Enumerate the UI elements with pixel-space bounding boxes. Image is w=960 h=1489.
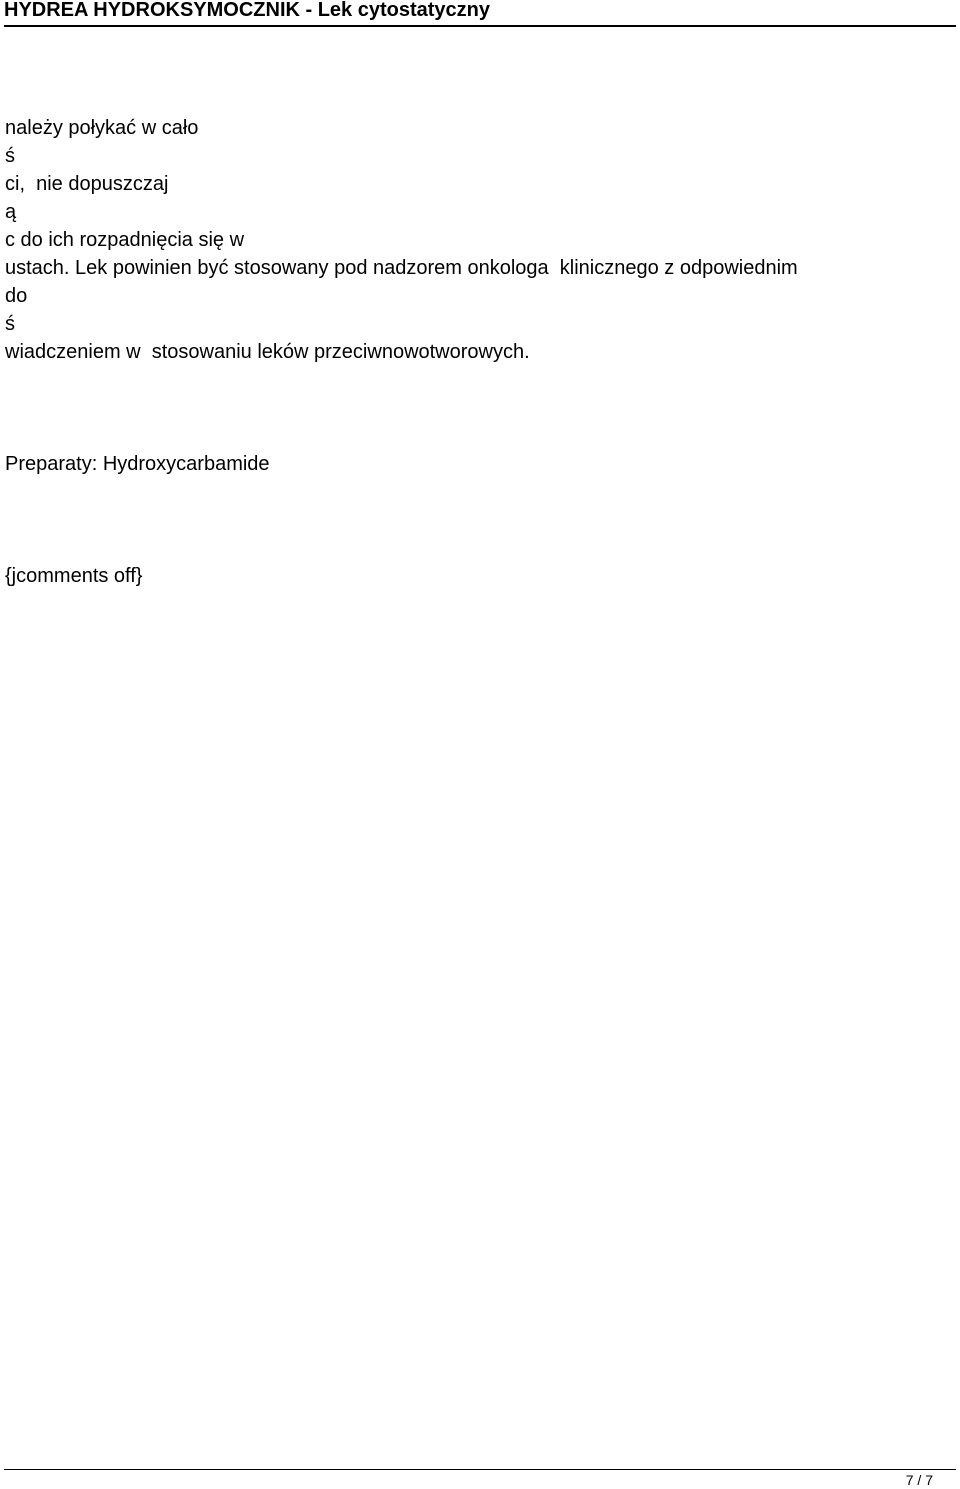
comments-tag: {jcomments off} (5, 565, 143, 587)
page-footer (4, 1469, 956, 1488)
page-header (4, 0, 956, 27)
page-number: 7 / 7 (905, 1472, 933, 1488)
paragraph-spacer (5, 506, 945, 534)
body-line: wiadczeniem w stosowaniu leków przeciwnowotworowych. (5, 341, 530, 363)
body-line: ś (5, 145, 15, 167)
preparations-line: Preparaty: Hydroxycarbamide (5, 453, 270, 475)
paragraph-spacer (5, 394, 945, 422)
body-line: ustach. Lek powinien być stosowany pod nadzorem onkologa klinicznego z odpowiednim (5, 257, 798, 279)
article-body (5, 114, 945, 590)
paragraph-spacer (5, 478, 945, 506)
body-line: c do ich rozpadnięcia się w (5, 229, 245, 251)
body-line: ś (5, 313, 15, 335)
body-line: należy połykać w cało (5, 117, 199, 139)
page-title: HYDREA HYDROKSYMOCZNIK - Lek cytostatyczny (4, 0, 491, 21)
body-line: do (5, 285, 28, 307)
paragraph-spacer (5, 422, 945, 450)
paragraph-spacer (5, 534, 945, 562)
body-line: ą (5, 201, 17, 223)
paragraph-spacer (5, 366, 945, 394)
body-line: ci, nie dopuszczaj (5, 173, 169, 195)
